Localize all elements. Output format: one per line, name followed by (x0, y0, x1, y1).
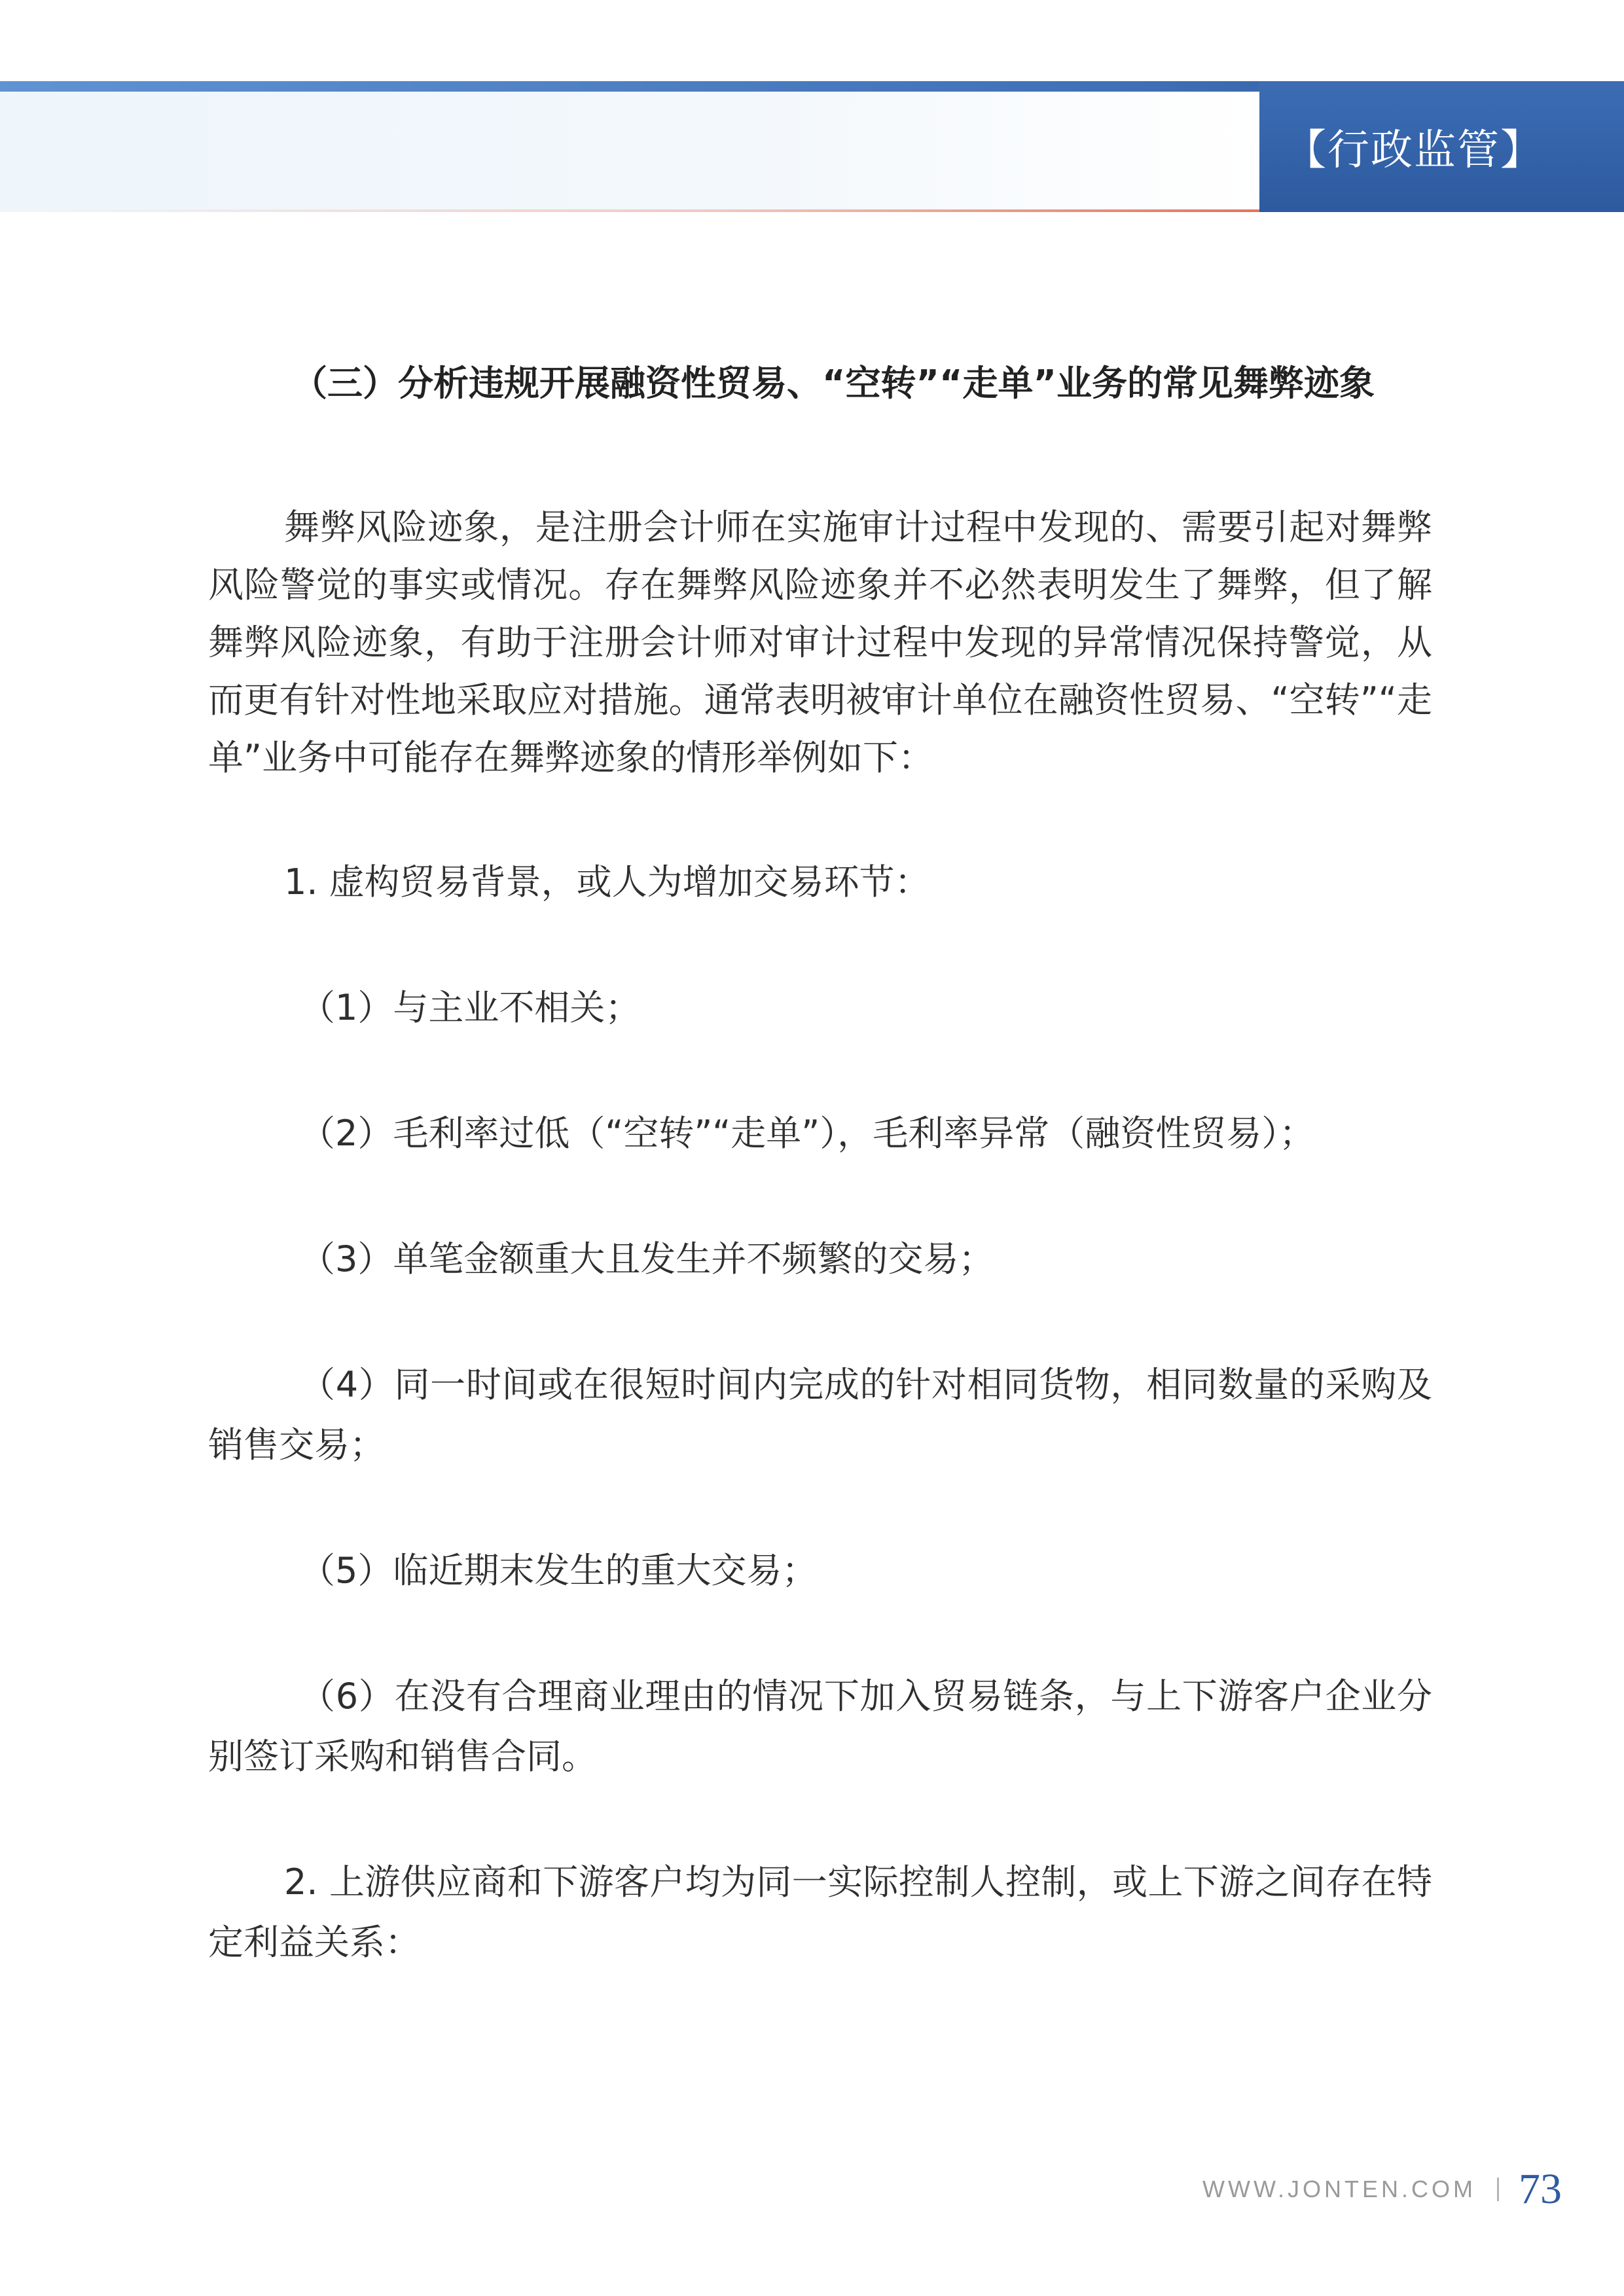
sub-item-4: （4）同一时间或在很短时间内完成的针对相同货物，相同数量的采购及销售交易； (208, 1364, 1432, 1465)
list-item-2: 2. 上游供应商和下游客户均为同一实际控制人控制，或上下游之间存在特定利益关系： (208, 1861, 1432, 1963)
list-item-1: 1. 虚构贸易背景，或人为增加交易环节： (284, 861, 930, 903)
section-tab (1259, 81, 1624, 212)
header-underline (39, 209, 1259, 212)
page-number: 73 (1519, 2165, 1562, 2213)
sub-item-1: （1）与主业不相关； (300, 987, 641, 1028)
page-footer (1202, 2160, 1562, 2219)
footer-url: WWW.JONTEN.COM (1202, 2176, 1476, 2202)
sub-item-5: （5）临近期末发生的重大交易； (300, 1550, 818, 1591)
section-heading: （三）分析违规开展融资性贸易、“空转”“走单”业务的常见舞弊迹象 (292, 363, 1375, 404)
section-tab-label: 【行政监管】 (1284, 126, 1543, 175)
header-band (0, 92, 1259, 212)
sub-item-6: （6）在没有合理商业理由的情况下加入贸易链条，与上下游客户企业分别签订采购和销售合同。 (208, 1676, 1432, 1777)
page-content (208, 353, 1432, 2038)
sub-item-2: （2）毛利率过低（“空转”“走单”），毛利率异常（融资性贸易）； (300, 1113, 1315, 1154)
sub-item-3: （3）单笔金额重大且发生并不频繁的交易； (300, 1238, 994, 1280)
footer-separator (1497, 2178, 1499, 2201)
intro-paragraph: 舞弊风险迹象，是注册会计师在实施审计过程中发现的、需要引起对舞弊风险警觉的事实或情况。存在舞弊风险迹象并不必然表明发生了舞弊，但了解舞弊风险迹象，有助于注册会计师对审计过程中发现的异常情况保持警觉，从而更有针对性地采取应对措施。通常表明被审计单位在融资性贸易、“空转”“走单”业务中可能存在舞弊迹象的情形举例如下： (208, 507, 1432, 778)
